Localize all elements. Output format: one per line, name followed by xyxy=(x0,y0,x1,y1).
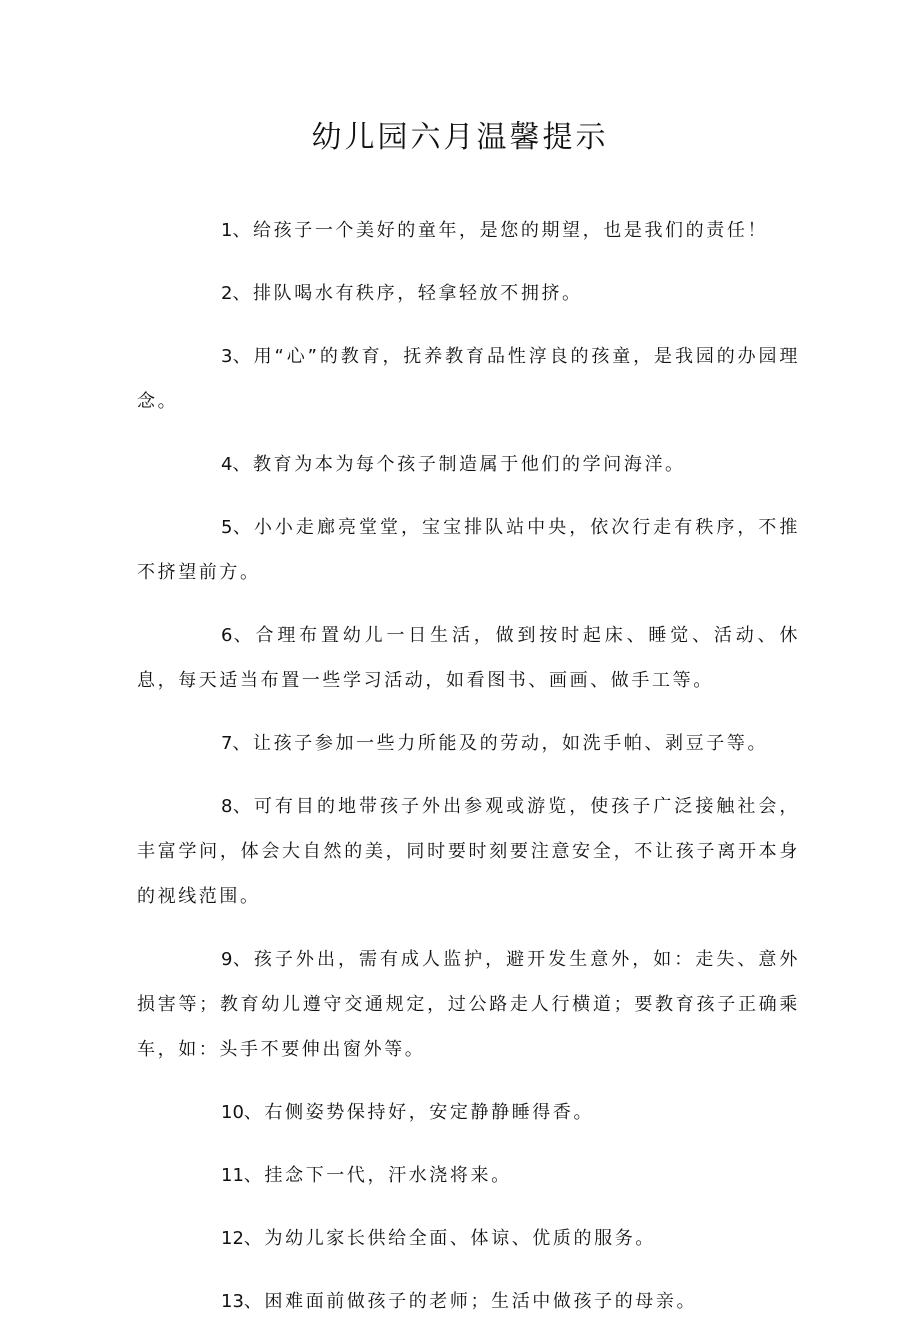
tip-text: 、小小走廊亮堂堂，宝宝排队站中央，依次行走有秩序，不推不挤望前方。 xyxy=(137,517,800,583)
tip-item-12 xyxy=(137,1216,800,1261)
tip-text: 、教育为本为每个孩子制造属于他们的学问海洋。 xyxy=(232,454,686,475)
tip-number: 2 xyxy=(221,283,233,304)
tip-number: 1 xyxy=(221,220,233,241)
tip-text: 、右侧姿势保持好，安定静静睡得香。 xyxy=(243,1102,595,1123)
tip-number: 5 xyxy=(221,517,233,538)
tip-number: 11 xyxy=(221,1165,244,1186)
tip-number: 4 xyxy=(221,454,233,475)
tip-number: 10 xyxy=(221,1102,244,1123)
tip-item-1 xyxy=(137,208,800,253)
tip-item-6 xyxy=(137,613,800,703)
document-title: 幼儿园六月温馨提示 xyxy=(311,120,609,155)
tip-text: 、让孩子参加一些力所能及的劳动，如洗手帕、剥豆子等。 xyxy=(232,733,769,754)
tip-item-13 xyxy=(137,1279,800,1324)
tip-item-11 xyxy=(137,1153,800,1198)
tip-text: 、孩子外出，需有成人监护，避开发生意外，如：走失、意外损害等；教育幼儿遵守交通规定，过公路走人行横道；要教育孩子正确乘车，如：头手不要伸出窗外等。 xyxy=(137,949,800,1060)
tip-text: 、合理布置幼儿一日生活，做到按时起床、睡觉、活动、休息，每天适当布置一些学习活动，如看图书、画画、做手工等。 xyxy=(137,625,800,691)
tip-text: 、挂念下一代，汗水浇将来。 xyxy=(243,1165,512,1186)
tip-item-8 xyxy=(137,784,800,919)
tip-number: 8 xyxy=(221,796,233,817)
tip-item-7 xyxy=(137,721,800,766)
tip-text: 、给孩子一个美好的童年，是您的期望，也是我们的责任！ xyxy=(232,220,769,241)
tip-item-2 xyxy=(137,271,800,316)
tip-item-3 xyxy=(137,334,800,424)
tip-item-10 xyxy=(137,1090,800,1135)
tip-number: 6 xyxy=(221,625,233,646)
tips-list xyxy=(137,208,800,1342)
tip-item-5 xyxy=(137,505,800,595)
tip-number: 3 xyxy=(221,346,233,367)
tip-item-9 xyxy=(137,937,800,1072)
tip-number: 7 xyxy=(221,733,233,754)
tip-item-4 xyxy=(137,442,800,487)
tip-text: 、可有目的地带孩子外出参观或游览，使孩子广泛接触社会，丰富学问，体会大自然的美，同时要时刻要注意安全，不让孩子离开本身的视线范围。 xyxy=(137,796,800,907)
tip-number: 9 xyxy=(221,949,233,970)
tip-text: 、困难面前做孩子的老师；生活中做孩子的母亲。 xyxy=(243,1291,698,1312)
tip-text: 、排队喝水有秩序，轻拿轻放不拥挤。 xyxy=(232,283,583,304)
tip-number: 12 xyxy=(221,1228,244,1249)
tip-number: 13 xyxy=(221,1291,244,1312)
tip-text: 、为幼儿家长供给全面、体谅、优质的服务。 xyxy=(243,1228,656,1249)
tip-text: 、用“心”的教育，抚养教育品性淳良的孩童，是我园的办园理念。 xyxy=(137,346,800,412)
